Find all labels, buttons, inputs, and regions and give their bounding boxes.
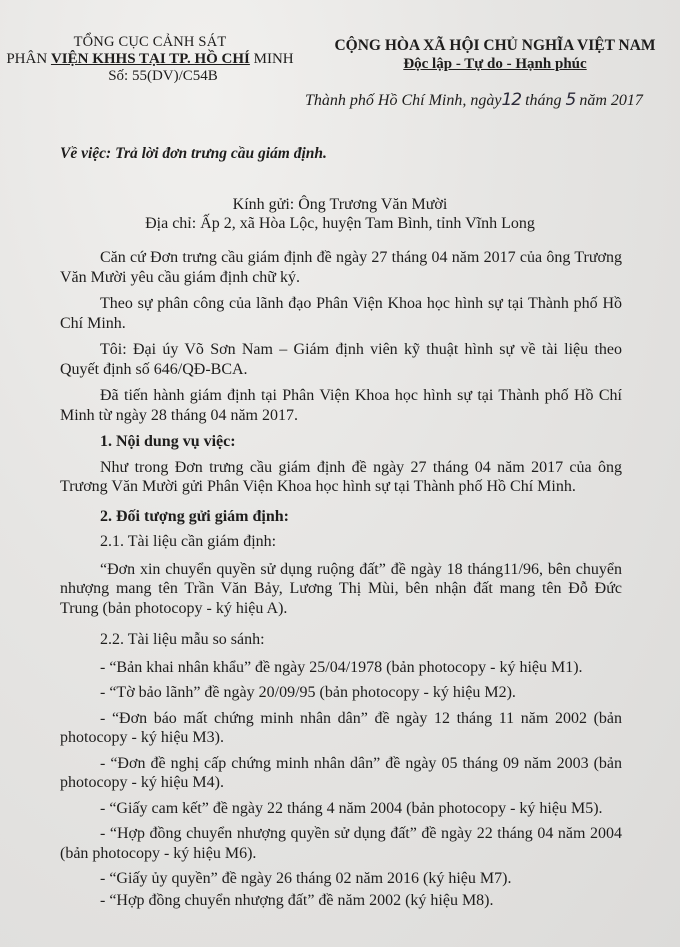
intro-paragraph: Tôi: Đại úy Võ Sơn Nam – Giám định viên kỹ thuật hình sự về tài liệu theo Quyết định số 646/QĐ-BCA. [60,341,622,378]
document-number: Số: 55(DV)/C54B [108,68,218,84]
recipient-block [60,195,620,233]
handwritten-month: 5 [565,90,576,110]
intro-paragraph: Đã tiến hành giám định tại Phân Viện Khoa học hình sự tại Thành phố Hồ Chí Minh từ ngày 28 tháng 04 năm 2017. [60,387,622,424]
date-prefix: Thành phố Hồ Chí Minh, ngày [305,92,502,109]
section-2-1-text: “Đơn xin chuyển quyền sử dụng ruộng đất” đề ngày 18 tháng11/96, bên chuyển nhượng mang tên Trần Văn Bảy, Lương Thị Mùi, bên nhận đất mang tên Đỗ Đức Trung (bản photocopy - ký hiệu A). [60,560,622,617]
sample-document-item: - “Đơn báo mất chứng minh nhân dân” đề ngày 12 tháng 11 năm 2002 (bản photocopy - ký hiệu M3). [60,709,622,746]
section-1-heading: 1. Nội dung vụ việc: [100,433,236,450]
issuing-agency-header [0,34,300,85]
letter-body [60,248,622,916]
month-label: tháng [525,92,562,109]
subject-line: Về việc: Trả lời đơn trưng cầu giám định. [60,145,327,162]
national-motto: Độc lập - Tự do - Hạnh phúc [403,56,587,72]
sample-document-item: - “Đơn đề nghị cấp chứng minh nhân dân” đề ngày 05 tháng 09 năm 2003 (bản photocopy - ký hiệu M4). [60,754,622,791]
institute-underlined: VIỆN KHHS TẠI TP. HỒ CHÍ [50,51,250,67]
handwritten-day: 12 [501,90,522,110]
year-label: năm 2017 [579,92,643,109]
institute-suffix: MINH [253,51,294,67]
intro-paragraph: Theo sự phân công của lãnh đạo Phân Viện Khoa học hình sự tại Thành phố Hồ Chí Minh. [60,295,622,332]
sample-document-item: - “Giấy cam kết” đề ngày 22 tháng 4 năm 2004 (bản photocopy - ký hiệu M5). [100,799,603,817]
section-2-heading: 2. Đối tượng gửi giám định: [100,507,289,525]
sample-document-item: - “Giấy ủy quyền” đề ngày 26 tháng 02 năm 2016 (ký hiệu M7). [100,870,512,887]
recipient-name: Kính gửi: Ông Trương Văn Mười [232,196,448,213]
section-2-1-heading: 2.1. Tài liệu cần giám định: [100,533,277,550]
agency-name: TỔNG CỤC CẢNH SÁT [73,34,227,50]
sample-document-item: - “Bản khai nhân khẩu” đề ngày 25/04/1978 (bản photocopy - ký hiệu M1). [100,658,583,676]
section-2-2-heading: 2.2. Tài liệu mẫu so sánh: [100,631,265,648]
institute-prefix: PHÂN [6,51,48,67]
sample-document-item: - “Tờ bảo lãnh” đề ngày 20/09/95 (bản photocopy - ký hiệu M2). [100,684,516,701]
sample-document-item: - “Hợp đồng chuyển nhượng đất” đề năm 2002 (ký hiệu M8). [100,891,494,909]
sample-document-item: - “Hợp đồng chuyển nhượng quyền sử dụng đất” đề ngày 22 tháng 04 năm 2004 (bản photocopy - ký hiệu M6). [60,825,622,862]
recipient-address: Địa chỉ: Ấp 2, xã Hòa Lộc, huyện Tam Bình, tỉnh Vĩnh Long [145,215,535,232]
section-1-text: Như trong Đơn trưng cầu giám định đề ngày 27 tháng 04 năm 2017 của ông Trương Văn Mười gửi Phân Viện Khoa học hình sự tại Thành phố Hồ Chí Minh. [60,458,622,495]
nation-title: CỘNG HÒA XÃ HỘI CHỦ NGHĨA VIỆT NAM [334,37,656,54]
institute-name [0,51,300,68]
intro-paragraph: Căn cứ Đơn trưng cầu giám định đề ngày 27 tháng 04 năm 2017 của ông Trương Văn Mười yêu cầu giám định chữ ký. [60,249,622,286]
date-line [305,90,643,110]
national-header [330,37,660,73]
